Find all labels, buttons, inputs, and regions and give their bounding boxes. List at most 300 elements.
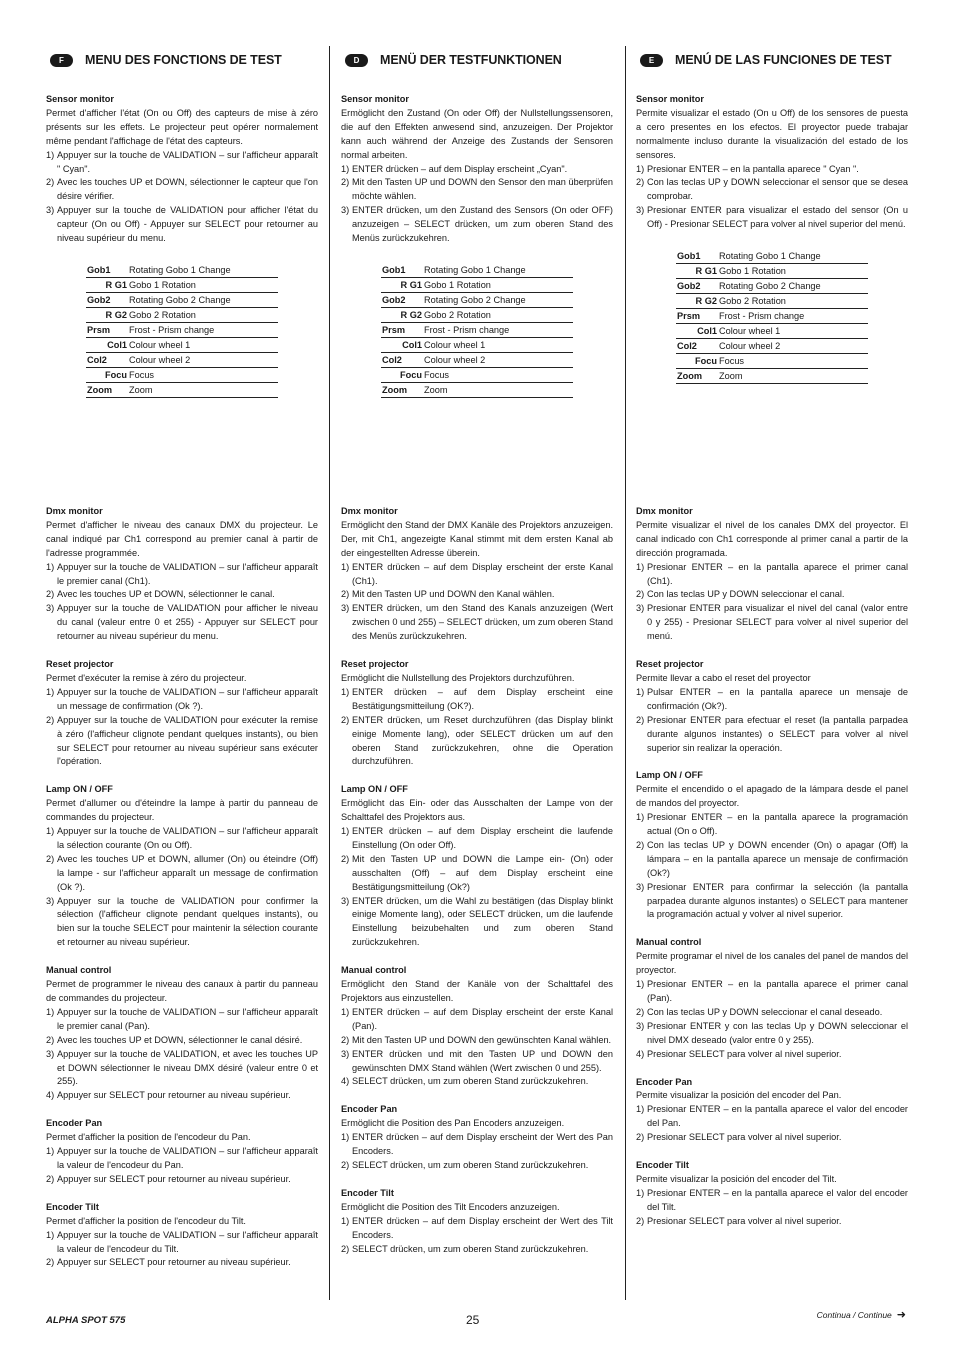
table-key: Gob1	[86, 263, 129, 278]
section-reset-projector	[341, 658, 613, 769]
step-item	[46, 1256, 318, 1270]
step-item	[636, 1187, 908, 1215]
section-manual-control	[636, 936, 908, 1061]
section-encoder-tilt	[46, 1201, 318, 1271]
table-desc: Colour wheel 1	[424, 337, 573, 352]
table-row	[381, 322, 573, 337]
table-desc: Zoom	[424, 382, 573, 397]
step-item	[636, 686, 908, 714]
step-item	[341, 853, 613, 895]
step-item	[636, 839, 908, 881]
step-item	[636, 561, 908, 589]
table-key: Gob1	[381, 263, 424, 278]
step-item	[46, 686, 318, 714]
step-number: 2)	[46, 1173, 55, 1184]
table-desc: Gobo 2 Rotation	[129, 307, 278, 322]
section-text: Permite visualizar el estado (On u Off) de los sensores de puesta a cero presentes en los efectos. El proyector puede trabajar normalmente incluso durante la visualización del estado de los sensores.	[636, 107, 908, 160]
lower-sections	[636, 505, 908, 1243]
step-number: 1)	[636, 979, 645, 990]
step-item	[636, 1006, 908, 1020]
table-desc: Rotating Gobo 2 Change	[424, 292, 573, 307]
section-manual-control	[341, 964, 613, 1089]
step-text: Presionar ENTER – en la pantalla aparece " Cyan ".	[647, 163, 859, 174]
step-text: ENTER drücken – auf dem Display erscheint die laufende Einstellung (On oder Off).	[352, 826, 613, 850]
step-item	[341, 1006, 613, 1034]
table-desc: Focus	[719, 354, 868, 369]
step-text: Presionar SELECT para volver al nivel superior.	[647, 1048, 842, 1059]
step-number: 3)	[46, 1048, 55, 1059]
lower-sections	[46, 505, 318, 1284]
section-text: Permet d'afficher la position de l'encodeur du Pan.	[46, 1132, 251, 1143]
step-text: Appuyer sur la touche de VALIDATION pour exécuter la remise à zéro (l'afficheur clignote pendant quelques instants), ou bien sur SELECT pour retourner au niveau supérieur sans exécuter l'opération.	[57, 714, 318, 767]
table-desc: Gobo 1 Rotation	[129, 277, 278, 292]
table-row	[676, 354, 868, 369]
table-key: R G2	[381, 307, 424, 322]
step-text: Presionar ENTER – en la pantalla aparece la programación actual (On o Off).	[647, 812, 908, 837]
step-text: Avec les touches UP et DOWN, allumer (On) ou éteindre (Off) la lampe - sur l'afficheur apparaît un message de confirmation (Ok ?).	[57, 853, 318, 892]
step-item	[636, 1048, 908, 1062]
section-lamp-on-off	[341, 783, 613, 950]
step-item	[46, 825, 318, 853]
step-number: 2)	[636, 1132, 645, 1143]
section-text: Permite visualizar la posición del encoder del Tilt.	[636, 1173, 837, 1184]
column-title: MENÜ DER TESTFUNKTIONEN	[380, 53, 562, 67]
step-number: 1)	[636, 1187, 645, 1198]
table-key: Col1	[86, 337, 129, 352]
column-f	[46, 46, 318, 1268]
column-d	[341, 46, 613, 1254]
section-text: Permite el encendido o el apagado de la lámpara desde el panel de mandos del proyector.	[636, 784, 908, 809]
section-title: Encoder Tilt	[46, 1201, 99, 1212]
section-text: Permite llevar a cabo el reset del proyector	[636, 672, 811, 683]
step-number: 2)	[636, 589, 645, 600]
language-badge: F	[50, 54, 73, 67]
step-text: Mit den Tasten UP und DOWN den Kanal wählen.	[352, 589, 555, 600]
step-number: 2)	[341, 1243, 350, 1254]
section-text: Ermöglicht den Stand der Kanäle von der Schalttafel des Projektors aus einzustellen.	[341, 979, 613, 1003]
step-number: 3)	[46, 205, 55, 216]
table-key: R G2	[676, 294, 719, 309]
step-text: Appuyer sur la touche de VALIDATION pour confirmer la sélection (l'afficheur clignote pendant quelques instants), ou bien sur la touche SELECT pour maintenir la sélection courante et retourner au niveau supérieur.	[57, 895, 318, 948]
table-desc: Zoom	[129, 382, 278, 397]
table-key: Prsm	[86, 322, 129, 337]
step-item	[341, 714, 613, 770]
step-text: ENTER drücken, um Reset durchzuführen (das Display blinkt einige Momente lang), oder SELECT drücken um auf den oberen Stand zurückzukehren, ohne die Operation durchzuführen.	[352, 714, 613, 767]
section-title: Dmx monitor	[636, 506, 693, 516]
table-desc: Rotating Gobo 1 Change	[129, 263, 278, 278]
step-text: Con las teclas UP y DOWN seleccionar el sensor que se desea comprobar.	[647, 177, 908, 202]
section-title: Encoder Tilt	[341, 1187, 394, 1198]
step-item	[341, 1034, 613, 1048]
language-badge: E	[640, 54, 663, 67]
section-title: Encoder Pan	[46, 1118, 103, 1129]
table-key: R G2	[86, 307, 129, 322]
step-text: Presionar SELECT para volver al nivel superior.	[647, 1215, 842, 1226]
step-number: 1)	[341, 1006, 350, 1017]
column-header	[636, 46, 908, 74]
section-text: Permet d'allumer ou d'éteindre la lampe à partir du panneau de commandes du projecteur.	[46, 798, 318, 823]
step-text: Appuyer sur SELECT pour retourner au niveau supérieur.	[57, 1173, 291, 1184]
table-key: R G1	[381, 277, 424, 292]
product-name: ALPHA SPOT 575	[46, 1315, 126, 1326]
step-text: Con las teclas UP y DOWN seleccionar el canal deseado.	[647, 1006, 883, 1017]
step-text: Appuyer sur la touche de VALIDATION – sur l'afficheur apparaît " Cyan".	[57, 149, 318, 174]
step-number: 2)	[46, 589, 55, 600]
table-key: Prsm	[381, 322, 424, 337]
step-text: Appuyer sur la touche de VALIDATION – sur l'afficheur apparaît la valeur de l'encodeur du Pan.	[57, 1146, 318, 1170]
step-item	[636, 714, 908, 756]
table-row	[86, 337, 278, 352]
step-text: Appuyer sur la touche de VALIDATION – sur l'afficheur apparaît la valeur de l'encodeur du Tilt.	[57, 1229, 318, 1254]
section-title: Manual control	[46, 965, 112, 976]
step-item	[341, 176, 613, 204]
step-text: Appuyer sur SELECT pour retourner au niveau supérieur.	[57, 1257, 291, 1268]
step-item	[636, 881, 908, 923]
step-text: Presionar ENTER y con las teclas Up y DOWN seleccionar el nivel DMX deseado (valor entre 0 y 255).	[647, 1020, 908, 1045]
step-item	[341, 1215, 613, 1243]
step-item	[341, 1131, 613, 1159]
step-text: Appuyer sur la touche de VALIDATION – sur l'afficheur apparaît un message de confirmation (Ok ?).	[57, 686, 318, 711]
step-number: 3)	[341, 1048, 350, 1059]
step-number: 1)	[636, 812, 645, 823]
step-number: 1)	[636, 686, 645, 697]
step-item	[341, 602, 613, 644]
section-title: Reset projector	[636, 659, 704, 670]
table-key: R G1	[86, 277, 129, 292]
table-desc: Colour wheel 2	[719, 339, 868, 354]
table-key: Gob2	[86, 292, 129, 307]
step-item	[46, 176, 318, 204]
step-text: ENTER drücken – auf dem Display erscheint eine Bestätigungsmitteilung (OK?).	[352, 686, 613, 711]
table-key: Zoom	[676, 369, 719, 384]
table-key: Col1	[381, 337, 424, 352]
table-row	[86, 263, 278, 278]
step-text: SELECT drücken, um zum oberen Stand zurückzukehren.	[352, 1076, 589, 1087]
step-text: Avec les touches UP et DOWN, sélectionner le capteur que l'on désire vérifier.	[57, 177, 318, 202]
table-desc: Colour wheel 2	[129, 352, 278, 367]
table-desc: Focus	[129, 367, 278, 382]
section-title: Reset projector	[46, 659, 114, 670]
step-text: Presionar ENTER para visualizar el nivel del canal (valor entre 0 y 255) - Presionar SELECT para volver al nivel superior del menú.	[647, 603, 908, 642]
step-number: 1)	[341, 1215, 350, 1226]
section-text: Ermöglicht den Stand der DMX Kanäle des Projektors anzuzeigen. Der, mit Ch1, angezeigte Kanal stimmt mit dem ersten Kanal ab der eingestellten Adresse überein.	[341, 519, 613, 558]
sensor-table	[86, 263, 278, 398]
step-number: 2)	[636, 177, 645, 188]
section-encoder-pan	[636, 1076, 908, 1146]
section-encoder-pan	[46, 1117, 318, 1187]
column-divider-1	[329, 46, 330, 1300]
step-item	[341, 686, 613, 714]
step-number: 1)	[636, 163, 645, 174]
table-row	[381, 382, 573, 397]
table-row	[381, 337, 573, 352]
step-item	[46, 1173, 318, 1187]
step-text: ENTER drücken, um den Stand des Kanals anzuzeigen (Wert zwischen 0 und 255) – SELECT drücken, um zum oberen Stand des Menüs zurückzukehren.	[352, 603, 613, 642]
table-desc: Zoom	[719, 369, 868, 384]
table-row	[676, 339, 868, 354]
section-sensor-monitor	[636, 93, 908, 232]
step-number: 3)	[341, 895, 350, 906]
section-text: Permite visualizar la posición del encoder del Pan.	[636, 1090, 842, 1101]
step-number: 4)	[341, 1076, 350, 1087]
section-title: Encoder Pan	[341, 1104, 398, 1115]
step-number: 3)	[46, 603, 55, 614]
step-number: 1)	[46, 1006, 55, 1017]
step-number: 4)	[46, 1090, 55, 1101]
step-text: Appuyer sur la touche de VALIDATION – sur l'afficheur apparaît le premier canal (Pan).	[57, 1006, 318, 1031]
table-key: Col2	[381, 352, 424, 367]
step-item	[46, 1089, 318, 1103]
step-item	[341, 588, 613, 602]
step-number: 2)	[341, 589, 350, 600]
table-desc: Gobo 1 Rotation	[719, 264, 868, 279]
step-text: Con las teclas UP y DOWN seleccionar el canal.	[647, 589, 845, 600]
step-item	[636, 204, 908, 232]
step-item	[341, 1048, 613, 1076]
step-text: Presionar ENTER – en la pantalla aparece el primer canal (Pan).	[647, 979, 908, 1003]
step-item	[341, 825, 613, 853]
section-title: Encoder Pan	[636, 1076, 693, 1087]
step-text: ENTER drücken – auf dem Display erscheint der Wert des Pan Encoders.	[352, 1132, 613, 1157]
step-number: 1)	[636, 561, 645, 572]
table-desc: Frost - Prism change	[129, 322, 278, 337]
section-text: Ermöglicht das Ein- oder das Ausschalten der Lampe von der Schalttafel des Projektors aus.	[341, 798, 613, 823]
sensor-table	[381, 263, 573, 398]
step-number: 2)	[46, 853, 55, 864]
section-encoder-tilt	[636, 1159, 908, 1229]
section-title: Lamp ON / OFF	[636, 770, 703, 781]
step-number: 3)	[636, 881, 645, 892]
step-item	[341, 1075, 613, 1089]
table-desc: Colour wheel 1	[719, 324, 868, 339]
table-row	[381, 292, 573, 307]
table-row	[676, 279, 868, 294]
section-text: Permite visualizar el nivel de los canales DMX del proyector. El canal indicado con Ch1 corresponde al primer canal a partir de la dirección programada.	[636, 519, 908, 558]
section-reset-projector	[636, 658, 908, 755]
table-row	[676, 369, 868, 384]
step-number: 1)	[46, 686, 55, 697]
step-number: 3)	[636, 603, 645, 614]
table-desc: Rotating Gobo 1 Change	[424, 263, 573, 278]
section-title: Lamp ON / OFF	[341, 784, 408, 795]
section-title: Manual control	[341, 965, 407, 976]
step-text: ENTER drücken, um die Wahl zu bestätigen (das Display blinkt einige Momente lang), oder SELECT drücken, um die laufende Einstellung beizubehalten und zum oberen Stand zurückzukehren.	[352, 895, 613, 948]
step-number: 3)	[636, 1020, 645, 1031]
table-desc: Gobo 2 Rotation	[424, 307, 573, 322]
section-text: Permet de programmer le niveau des canaux à partir du panneau de commandes du projecteur.	[46, 979, 318, 1003]
step-item	[46, 1034, 318, 1048]
step-text: Appuyer sur SELECT pour retourner au niveau supérieur.	[57, 1090, 291, 1101]
section-reset-projector	[46, 658, 318, 769]
table-row	[381, 307, 573, 322]
step-text: Mit den Tasten UP und DOWN den gewünschten Kanal wählen.	[352, 1034, 612, 1045]
section-text: Permite programar el nivel de los canales del panel de mandos del proyector.	[636, 951, 908, 976]
step-number: 1)	[341, 1132, 350, 1143]
section-encoder-pan	[341, 1103, 613, 1173]
step-item	[636, 1103, 908, 1131]
table-row	[86, 277, 278, 292]
column-divider-2	[625, 46, 626, 1300]
table-key: R G1	[676, 264, 719, 279]
table-row	[86, 307, 278, 322]
table-key: Focu	[676, 354, 719, 369]
table-key: Focu	[86, 367, 129, 382]
step-number: 3)	[46, 895, 55, 906]
step-text: Pulsar ENTER – en la pantalla aparece un mensaje de confirmación (Ok?).	[647, 686, 908, 711]
table-key: Gob1	[676, 249, 719, 264]
step-item	[636, 588, 908, 602]
table-key: Zoom	[381, 382, 424, 397]
section-title: Reset projector	[341, 659, 409, 670]
table-key: Col1	[676, 324, 719, 339]
lower-sections	[341, 505, 613, 1270]
step-text: Presionar ENTER para confirmar la selección (la pantalla parpadea durante algunos instantes) o SELECT para mantener la programación actual y volver al nivel superior.	[647, 881, 908, 920]
table-desc: Gobo 2 Rotation	[719, 294, 868, 309]
step-item	[636, 1020, 908, 1048]
section-title: Sensor monitor	[636, 94, 704, 104]
step-number: 2)	[341, 1034, 350, 1045]
step-item	[46, 714, 318, 770]
step-item	[341, 895, 613, 951]
table-desc: Frost - Prism change	[719, 309, 868, 324]
table-key: Gob2	[676, 279, 719, 294]
table-row	[381, 367, 573, 382]
table-row	[676, 294, 868, 309]
table-row	[676, 309, 868, 324]
step-number: 1)	[341, 826, 350, 837]
column-title: MENU DES FONCTIONS DE TEST	[85, 53, 282, 67]
step-item	[636, 978, 908, 1006]
table-desc: Colour wheel 1	[129, 337, 278, 352]
table-row	[86, 367, 278, 382]
step-text: Appuyer sur la touche de VALIDATION – sur l'afficheur apparaît la sélection courante (On ou Off).	[57, 826, 318, 850]
section-text: Ermöglicht den Zustand (On oder Off) der Nullstellungssensoren, die auf den Effekten anwesend sind, anzuzeigen. Der Projektor kann auch während der Anzeige des Zustands der Sensoren normal arbeiten.	[341, 107, 613, 160]
table-key: Col2	[86, 352, 129, 367]
step-number: 2)	[636, 1215, 645, 1226]
step-item	[46, 1229, 318, 1257]
section-text: Permet d'exécuter la remise à zéro du projecteur.	[46, 672, 247, 683]
section-title: Encoder Tilt	[636, 1160, 689, 1171]
step-number: 4)	[636, 1048, 645, 1059]
step-item	[46, 1048, 318, 1090]
step-text: Presionar ENTER para efectuar el reset (la pantalla parpadea durante algunos instantes) o SELECT para volver al nivel superior sin realizar la operación.	[647, 714, 908, 753]
column-header	[341, 46, 613, 74]
table-desc: Rotating Gobo 2 Change	[129, 292, 278, 307]
section-lamp-on-off	[46, 783, 318, 950]
section-sensor-monitor	[46, 93, 318, 246]
table-row	[381, 277, 573, 292]
step-text: ENTER drücken – auf dem Display erscheint der erste Kanal (Pan).	[352, 1006, 613, 1031]
step-item	[636, 163, 908, 177]
section-title: Lamp ON / OFF	[46, 784, 113, 795]
table-key: Focu	[381, 367, 424, 382]
section-text: Ermöglicht die Position des Tilt Encoders anzuzeigen.	[341, 1201, 560, 1212]
table-row	[86, 382, 278, 397]
step-number: 2)	[46, 177, 55, 188]
table-desc: Colour wheel 2	[424, 352, 573, 367]
step-number: 2)	[341, 714, 350, 725]
step-text: Presionar SELECT para volver al nivel superior.	[647, 1132, 842, 1143]
step-item	[46, 602, 318, 644]
step-number: 1)	[46, 561, 55, 572]
section-manual-control	[46, 964, 318, 1103]
continue-note	[817, 1308, 906, 1321]
step-number: 1)	[636, 1104, 645, 1115]
step-text: ENTER drücken, um den Zustand des Sensors (On oder OFF) anzuzeigen – SELECT drücken, um zum oberen Stand des Menüs zurückzukehren.	[352, 205, 613, 244]
step-number: 2)	[341, 177, 350, 188]
table-row	[86, 352, 278, 367]
step-text: Mit den Tasten UP und DOWN den Sensor den man überprüfen möchte wählen.	[352, 177, 613, 202]
column-e	[636, 46, 908, 1226]
step-number: 2)	[46, 1034, 55, 1045]
section-dmx-monitor	[341, 505, 613, 644]
step-text: SELECT drücken, um zum oberen Stand zurückzukehren.	[352, 1159, 589, 1170]
step-number: 1)	[341, 686, 350, 697]
step-item	[636, 1215, 908, 1229]
step-text: Presionar ENTER – en la pantalla aparece el valor del encoder del Pan.	[647, 1104, 908, 1129]
step-text: Presionar ENTER para visualizar el estado del sensor (On u Off) - Presionar SELECT para volver al nivel superior del menú.	[647, 205, 908, 230]
step-number: 1)	[46, 1146, 55, 1157]
section-title: Manual control	[636, 937, 702, 948]
table-row	[381, 352, 573, 367]
step-text: Appuyer sur la touche de VALIDATION, et avec les touches UP et DOWN sélectionner le niveau DMX désiré (valeur entre 0 et 255).	[57, 1048, 318, 1087]
sensor-table	[676, 249, 868, 384]
step-text: Appuyer sur la touche de VALIDATION pour afficher l'état du capteur (On ou Off) - Appuyer sur SELECT pour retourner au niveau supérieur du menu.	[57, 205, 318, 244]
step-item	[46, 561, 318, 589]
step-number: 3)	[341, 603, 350, 614]
section-encoder-tilt	[341, 1187, 613, 1257]
step-text: ENTER drücken – auf dem Display erscheint der erste Kanal (Ch1).	[352, 561, 613, 586]
column-header	[46, 46, 318, 74]
table-row	[381, 263, 573, 278]
step-item	[46, 1006, 318, 1034]
step-number: 2)	[636, 839, 645, 850]
step-item	[636, 811, 908, 839]
section-text: Permet d'afficher le niveau des canaux DMX du projecteur. Le canal indiqué par Ch1 correspond au premier canal à partir de l'adresse programmée.	[46, 519, 318, 558]
step-item	[46, 149, 318, 177]
table-desc: Rotating Gobo 2 Change	[719, 279, 868, 294]
table-key: Gob2	[381, 292, 424, 307]
step-number: 2)	[46, 1257, 55, 1268]
step-item	[341, 1243, 613, 1257]
step-text: SELECT drücken, um zum oberen Stand zurückzukehren.	[352, 1243, 589, 1254]
section-title: Sensor monitor	[46, 94, 114, 104]
section-lamp-on-off	[636, 769, 908, 922]
table-row	[676, 264, 868, 279]
table-row	[676, 324, 868, 339]
arrow-right-icon: ➜	[896, 1309, 906, 1321]
step-number: 1)	[46, 1229, 55, 1240]
section-title: Dmx monitor	[341, 506, 398, 516]
step-text: ENTER drücken und mit den Tasten UP und DOWN den gewünschten DMX Stand wählen (Wert zwischen 0 und 255).	[352, 1048, 613, 1073]
section-text: Permet d'afficher l'état (On ou Off) des capteurs de mise à zéro présents sur les effets. Le projecteur peut opérer normalement même pendant l'affichage de l'état des capteurs.	[46, 107, 318, 146]
table-desc: Frost - Prism change	[424, 322, 573, 337]
table-key: Zoom	[86, 382, 129, 397]
table-key: Col2	[676, 339, 719, 354]
step-item	[46, 204, 318, 246]
step-text: Presionar ENTER – en la pantalla aparece el primer canal (Ch1).	[647, 561, 908, 586]
table-row	[676, 249, 868, 264]
continue-text: Continua / Continue	[816, 1309, 892, 1320]
step-item	[46, 853, 318, 895]
step-item	[341, 561, 613, 589]
step-text: Avec les touches UP et DOWN, sélectionner le canal.	[57, 589, 275, 600]
step-item	[341, 1159, 613, 1173]
language-badge: D	[345, 54, 368, 67]
step-item	[636, 602, 908, 644]
column-title: MENÚ DE LAS FUNCIONES DE TEST	[675, 53, 892, 67]
step-number: 2)	[46, 714, 55, 725]
